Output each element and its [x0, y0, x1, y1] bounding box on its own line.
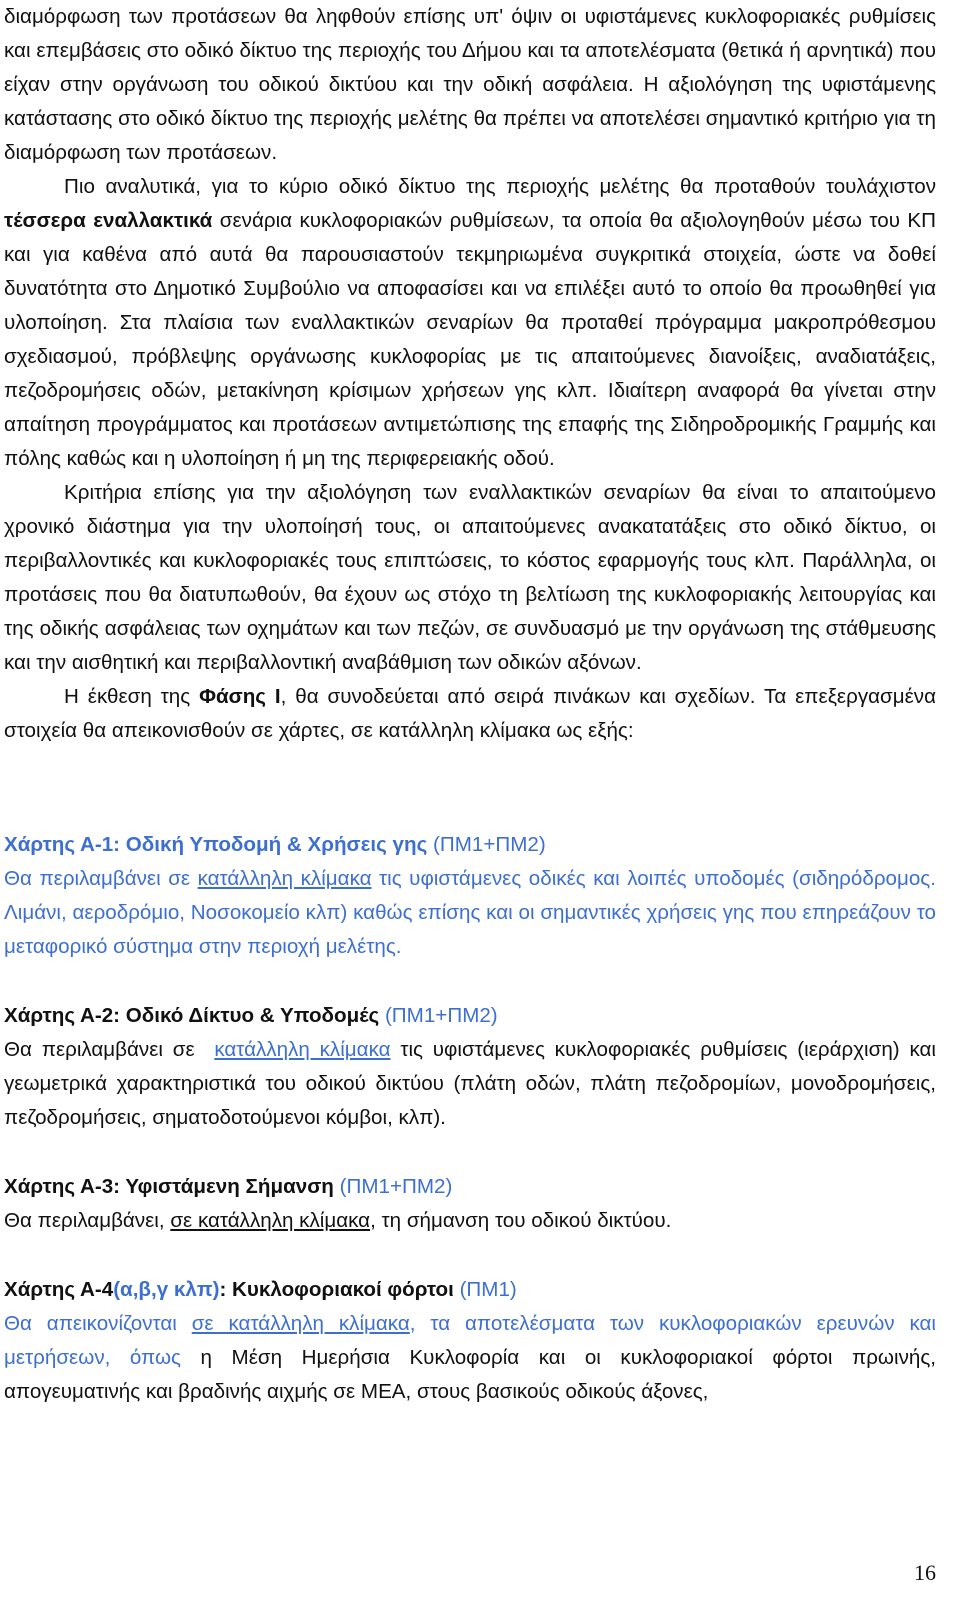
- map-a1-title: Χάρτης Α-1: Οδική Υποδομή & Χρήσεις γης: [4, 833, 428, 856]
- emphasis-four-alternatives: τέσσερα εναλλακτικά: [4, 209, 213, 232]
- map-a1-description: [4, 862, 936, 964]
- paragraph-2: [4, 170, 936, 476]
- map-a4-heading: [4, 1273, 936, 1307]
- spacer: [4, 1238, 936, 1273]
- map-a2-description: [4, 1033, 936, 1135]
- map-a1-text-start: Θα περιλαμβάνει σε: [4, 867, 191, 890]
- map-a1-tag: (ΠΜ1+ΠΜ2): [433, 833, 546, 856]
- map-a4-title-end: : Κυκλοφοριακοί φόρτοι: [219, 1278, 454, 1301]
- map-a2-heading: [4, 999, 936, 1033]
- map-a3-heading: [4, 1170, 936, 1204]
- map-a2-title: Χάρτης Α-2: Οδικό Δίκτυο & Υποδομές: [4, 1004, 380, 1027]
- map-a3-scale-link[interactable]: σε κατάλληλη κλίμακα: [170, 1209, 371, 1232]
- paragraph-4-start: Η έκθεση της: [64, 685, 191, 708]
- map-a4-scale-link[interactable]: σε κατάλληλη κλίμακα: [191, 1312, 410, 1335]
- map-a3-tag: (ΠΜ1+ΠΜ2): [339, 1175, 453, 1198]
- map-a1-heading: [4, 828, 936, 862]
- map-a4-tag: (ΠΜ1): [459, 1278, 517, 1301]
- spacer: [4, 748, 936, 828]
- map-a2-text-end: τις υφιστάμενες κυκλοφοριακές ρυθμίσεις (ιεράρχιση) και γεωμετρικά χαρακτηριστικά του οδικού δικτύου (πλάτη οδών, πλάτη πεζοδρομίων, μονοδρομήσεις, πεζοδρομήσεις, σηματοδοτούμενοι κόμβοι, κλπ).: [4, 1038, 936, 1129]
- paragraph-4: [4, 680, 936, 748]
- map-a4-text-blue-end: , τα αποτελέσματα των κυκλοφοριακών ερευνών και μετρήσεων, όπως: [4, 1312, 936, 1369]
- map-a2-text-start: Θα περιλαμβάνει σε: [4, 1038, 195, 1061]
- paragraph-2-start: Πιο αναλυτικά, για το κύριο οδικό δίκτυο της περιοχής μελέτης θα προταθούν τουλάχιστον: [64, 175, 936, 198]
- document-page: [4, 0, 936, 1409]
- paragraph-1: διαμόρφωση των προτάσεων θα ληφθούν επίσης υπ' όψιν οι υφιστάμενες κυκλοφοριακές ρυθμίσεις και επεμβάσεις στο οδικό δίκτυο της περιοχής του Δήμου και τα αποτελέσματα (θετικά ή αρνητικά) που είχαν στην οργάνωση του οδικού δικτύου και την οδική ασφάλεια. Η αξιολόγηση της υφιστάμενης κατάστασης στο οδικό δίκτυο της περιοχής μελέτης θα πρέπει να αποτελέσει σημαντικό κριτήριο για τη διαμόρφωση των προτάσεων.: [4, 5, 936, 164]
- paragraph-2-end: σενάρια κυκλοφοριακών ρυθμίσεων, τα οποία θα αξιολογηθούν μέσω του ΚΠ και για καθένα από αυτά θα παρουσιαστούν τεκμηριωμένα συγκριτικά στοιχεία, ώστε να δοθεί δυνατότητα στο Δημοτικό Συμβούλιο να αποφασίσει και να επιλέξει αυτό το οποίο θα προωθηθεί για υλοποίηση. Στα πλαίσια των εναλλακτικών σεναρίων θα προταθεί πρόγραμμα μακροπρόθεσμου σχεδιασμού, πρόβλεψης οργάνωσης κυκλοφορίας με τις απαιτούμενες διανοίξεις, αναδιατάξεις, πεζοδρομήσεις οδών, μετακίνηση κρίσιμων χρήσεων γης κλπ. Ιδιαίτερη αναφορά θα γίνεται στην απαίτηση προγράμματος και προτάσεων αντιμετώπισης της επαφής της Σιδηροδρομικής Γραμμής και πόλης καθώς και η υλοποίηση ή μη της περιφερειακής οδού.: [4, 209, 936, 470]
- map-a4-text-blue-start: Θα απεικονίζονται: [4, 1312, 177, 1335]
- paragraph-3: Κριτήρια επίσης για την αξιολόγηση των εναλλακτικών σεναρίων θα είναι το απαιτούμενο χρονικό διάστημα για την υλοποίησή τους, οι απαιτούμενες ανακατατάξεις στο οδικό δίκτυο, οι περιβαλλοντικές και κυκλοφοριακές τους επιπτώσεις, το κόστος εφαρμογής τους κλπ. Παράλληλα, οι προτάσεις που θα διατυπωθούν, θα έχουν ως στόχο τη βελτίωση της κυκλοφοριακής λειτουργίας και της οδικής ασφάλειας των οχημάτων και των πεζών, σε συνδυασμό με την οργάνωση της στάθμευσης και την αισθητική και περιβαλλοντική αναβάθμιση των οδικών αξόνων.: [4, 481, 936, 674]
- map-a1-text-end: τις υφιστάμενες οδικές και λοιπές υποδομές (σιδηρόδρομος. Λιμάνι, αεροδρόμιο, Νοσοκομείο κλπ) καθώς επίσης και οι σημαντικές χρήσεις γης που επηρεάζουν το μεταφορικό σύστημα στην περιοχή μελέτης.: [4, 867, 936, 958]
- map-a3-text-start: Θα περιλαμβάνει,: [4, 1209, 165, 1232]
- page-number: 16: [914, 1560, 936, 1585]
- spacer: [4, 964, 936, 999]
- map-a3-text-end: , τη σήμανση του οδικού δικτύου.: [370, 1209, 672, 1232]
- map-a4-text-end: η Μέση Ημερήσια Κυκλοφορία και οι κυκλοφοριακοί φόρτοι πρωινής, απογευματινής και βραδινής αιχμής σε ΜΕΑ, στους βασικούς οδικούς άξονες,: [4, 1346, 936, 1403]
- map-a3-title: Χάρτης Α-3: Υφιστάμενη Σήμανση: [4, 1175, 334, 1198]
- spacer: [4, 1135, 936, 1170]
- map-a4-title-sub: (α,β,γ κλπ): [113, 1278, 220, 1301]
- map-a1-scale-link[interactable]: κατάλληλη κλίμακα: [197, 867, 372, 890]
- map-a2-scale-link[interactable]: κατάλληλη κλίμακα: [214, 1038, 391, 1061]
- paragraph-4-end: , θα συνοδεύεται από σειρά πινάκων και σχεδίων. Τα επεξεργασμένα στοιχεία θα απεικονισθούν σε χάρτες, σε κατάλληλη κλίμακα ως εξής:: [4, 685, 936, 742]
- map-a2-tag: (ΠΜ1+ΠΜ2): [384, 1004, 498, 1027]
- map-a4-description: [4, 1307, 936, 1409]
- map-a3-description: [4, 1204, 936, 1238]
- map-a4-title-start: Χάρτης Α-4: [4, 1278, 114, 1301]
- emphasis-phase-one: Φάσης Ι: [199, 685, 281, 708]
